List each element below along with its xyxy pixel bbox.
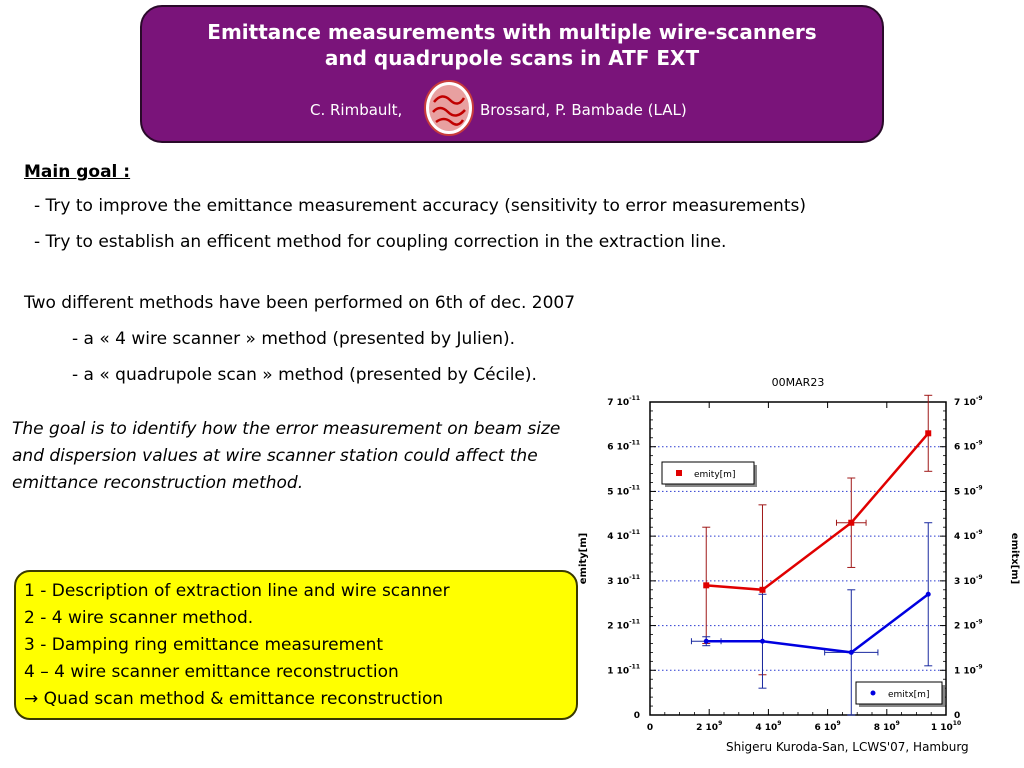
legend-marker	[871, 691, 876, 696]
y-right-tick-label: 0	[954, 711, 961, 721]
x-tick-label: 1 $10^{10}$	[930, 720, 962, 733]
x-tick-label: 6 $10^9$	[814, 720, 841, 733]
data-point	[759, 587, 765, 593]
y-right-tick-label: 1 $10^{-9}$	[954, 663, 983, 677]
data-point	[703, 582, 709, 588]
main-goal-item-1: - Try to improve the emittance measurement accuracy (sensitivity to error measurements)	[34, 196, 806, 216]
y-left-tick-label: 1 $10^{-11}$	[607, 663, 640, 677]
legend-label: emitx[m]	[888, 690, 930, 700]
series-line	[706, 433, 928, 590]
data-point	[848, 520, 854, 526]
x-tick-label: 8 $10^9$	[873, 720, 900, 733]
y-right-tick-label: 2 $10^{-9}$	[954, 618, 983, 632]
method-item-1: - a « 4 wire scanner » method (presented by Julien).	[72, 329, 516, 349]
y-right-tick-label: 5 $10^{-9}$	[954, 484, 983, 498]
outline-item-3: 3 - Damping ring emittance measurement	[24, 635, 384, 655]
legend-label: emity[m]	[694, 470, 736, 480]
y-left-tick-label: 7 $10^{-11}$	[607, 395, 640, 408]
method-item-2: - a « quadrupole scan » method (presented by Cécile).	[72, 365, 537, 385]
y-left-tick-label: 2 $10^{-11}$	[607, 618, 640, 632]
series-line	[706, 594, 928, 652]
footer-credit: Shigeru Kuroda-San, LCWS'07, Hamburg	[726, 740, 969, 754]
lal-logo-icon	[424, 80, 474, 136]
title-line-1: Emittance measurements with multiple wire-scanners	[207, 20, 817, 44]
main-goal-item-2: - Try to establish an efficent method for coupling correction in the extraction line.	[34, 232, 727, 252]
plot-frame	[650, 402, 946, 715]
data-point	[926, 592, 931, 597]
y-right-tick-label: 6 $10^{-9}$	[954, 439, 983, 453]
y-right-tick-label: 4 $10^{-9}$	[954, 529, 983, 543]
data-point	[704, 639, 709, 644]
y-left-axis-label: emity[m]	[578, 532, 589, 585]
outline-item-1: 1 - Description of extraction line and wire scanner	[24, 581, 450, 601]
chart-title: 00MAR23	[771, 376, 825, 389]
goal-paragraph: The goal is to identify how the error measurement on beam size and dispersion values at wire scanner station could affect the emittance reconstruction method.	[12, 419, 561, 493]
title-line-2: and quadrupole scans in ATF EXT	[324, 46, 700, 70]
authors-left: C. Rimbault,	[310, 101, 403, 119]
y-left-tick-label: 4 $10^{-11}$	[607, 529, 640, 543]
emittance-chart	[572, 372, 1024, 752]
outline-box	[14, 570, 578, 720]
data-point	[849, 650, 854, 655]
y-right-tick-label: 3 $10^{-9}$	[954, 573, 983, 587]
data-point	[760, 639, 765, 644]
y-left-tick-label: 0	[633, 711, 640, 721]
x-tick-label: 2 $10^9$	[696, 720, 723, 733]
y-right-tick-label: 7 $10^{-9}$	[954, 395, 983, 408]
outline-item-4: 4 – 4 wire scanner emittance reconstruction	[24, 662, 399, 682]
y-left-tick-label: 3 $10^{-11}$	[607, 573, 640, 587]
x-tick-label: 0	[646, 723, 654, 733]
main-goal-heading: Main goal :	[24, 162, 131, 182]
methods-intro: Two different methods have been performed on 6th of dec. 2007	[24, 293, 576, 313]
data-point	[925, 430, 931, 436]
legend-marker	[676, 470, 682, 476]
outline-item-5: → Quad scan method & emittance reconstruction	[24, 689, 444, 709]
x-tick-label: 4 $10^9$	[755, 720, 782, 733]
y-right-axis-label: emitx[m]	[1009, 532, 1020, 585]
outline-item-2: 2 - 4 wire scanner method.	[24, 608, 254, 628]
authors-right: Brossard, P. Bambade (LAL)	[480, 101, 687, 119]
y-left-tick-label: 5 $10^{-11}$	[607, 484, 640, 498]
title-box	[140, 5, 884, 143]
y-left-tick-label: 6 $10^{-11}$	[607, 439, 640, 453]
